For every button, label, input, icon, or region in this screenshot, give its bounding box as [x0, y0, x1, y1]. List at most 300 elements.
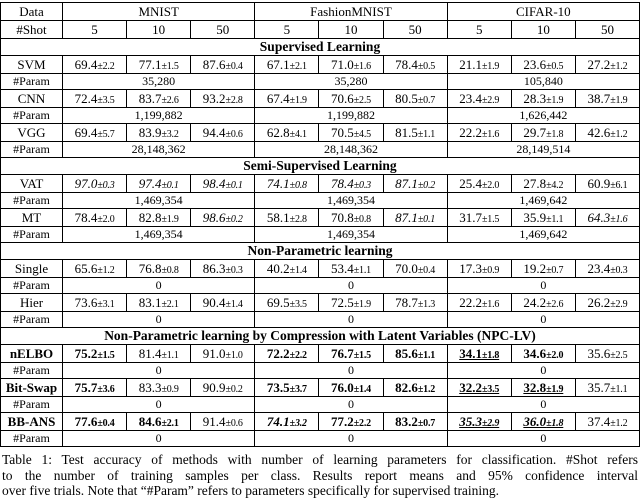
accuracy-confidence-interval: ±1.1 — [546, 213, 564, 225]
accuracy-mean: 69.5 — [266, 294, 290, 310]
param-value-cell: 1,626,442 — [447, 108, 639, 124]
accuracy-value — [75, 57, 115, 72]
method-name-cell: MT — [1, 209, 63, 227]
accuracy-value — [587, 91, 627, 106]
param-value-cell: 1,199,882 — [63, 108, 255, 124]
accuracy-confidence-interval: ±1.2 — [610, 60, 628, 72]
accuracy-confidence-interval: ±1.2 — [417, 383, 436, 395]
accuracy-mean: 77.6 — [74, 413, 98, 429]
accuracy-confidence-interval: ±0.8 — [289, 179, 307, 191]
accuracy-value — [331, 295, 371, 310]
accuracy-confidence-interval: ±1.8 — [481, 349, 500, 361]
accuracy-value — [139, 414, 179, 429]
accuracy-value — [75, 380, 115, 395]
accuracy-confidence-interval: ±0.1 — [161, 179, 179, 191]
accuracy-cell — [63, 124, 127, 142]
accuracy-cell — [447, 90, 511, 108]
param-value-cell: 35,280 — [255, 74, 447, 90]
accuracy-mean: 69.4 — [74, 56, 98, 72]
accuracy-cell — [63, 345, 127, 363]
param-value-cell: 0 — [447, 431, 639, 447]
accuracy-mean: 90.4 — [202, 294, 226, 310]
accuracy-confidence-interval: ±0.6 — [225, 128, 243, 140]
accuracy-value — [523, 176, 563, 191]
shot-value-cell: 5 — [255, 21, 319, 39]
accuracy-confidence-interval: ±2.9 — [610, 298, 628, 310]
accuracy-cell — [383, 379, 447, 397]
accuracy-value — [459, 380, 499, 395]
shot-value-cell: 5 — [63, 21, 127, 39]
accuracy-confidence-interval: ±1.9 — [546, 383, 564, 395]
method-row — [1, 260, 640, 278]
section-header-row — [1, 158, 640, 175]
accuracy-value — [75, 91, 115, 106]
accuracy-mean: 83.2 — [395, 413, 418, 429]
accuracy-confidence-interval: ±0.1 — [417, 213, 436, 225]
param-value-cell: 0 — [447, 312, 639, 328]
accuracy-value — [459, 414, 499, 429]
accuracy-confidence-interval: ±1.9 — [353, 298, 371, 310]
accuracy-confidence-interval: ±1.6 — [481, 128, 500, 140]
accuracy-value — [331, 91, 371, 106]
accuracy-value — [523, 380, 563, 395]
accuracy-cell — [447, 294, 511, 312]
accuracy-mean: 78.4 — [331, 175, 354, 191]
param-value-cell: 0 — [63, 431, 255, 447]
accuracy-cell — [191, 90, 255, 108]
param-label-cell: #Param — [1, 193, 63, 209]
method-row — [1, 345, 640, 363]
shot-value-cell: 10 — [319, 21, 383, 39]
accuracy-mean: 70.0 — [395, 260, 418, 276]
accuracy-confidence-interval: ±1.8 — [546, 417, 564, 429]
param-row — [1, 363, 640, 379]
accuracy-cell — [575, 379, 639, 397]
accuracy-value — [75, 295, 115, 310]
accuracy-confidence-interval: ±2.0 — [546, 349, 564, 361]
accuracy-cell — [127, 56, 191, 74]
accuracy-confidence-interval: ±3.7 — [289, 383, 307, 395]
accuracy-mean: 23.4 — [459, 90, 482, 106]
accuracy-confidence-interval: ±0.4 — [97, 417, 115, 429]
accuracy-mean: 22.2 — [459, 124, 482, 140]
accuracy-confidence-interval: ±1.5 — [161, 60, 179, 72]
section-header-row — [1, 328, 640, 345]
accuracy-value — [395, 295, 435, 310]
accuracy-value — [395, 91, 435, 106]
accuracy-cell — [127, 260, 191, 278]
accuracy-confidence-interval: ±1.4 — [225, 298, 243, 310]
accuracy-cell — [511, 209, 575, 227]
section-header-row — [1, 243, 640, 260]
param-value-cell: 28,149,514 — [447, 142, 639, 158]
accuracy-mean: 71.0 — [331, 56, 354, 72]
accuracy-confidence-interval: ±0.5 — [546, 60, 564, 72]
accuracy-value — [587, 414, 627, 429]
accuracy-mean: 35.3 — [459, 413, 482, 429]
accuracy-value — [331, 210, 371, 225]
accuracy-value — [395, 125, 435, 140]
accuracy-mean: 90.9 — [202, 379, 226, 395]
accuracy-confidence-interval: ±2.1 — [289, 60, 307, 72]
accuracy-value — [203, 295, 243, 310]
method-name-cell: Single — [1, 260, 63, 278]
accuracy-mean: 78.4 — [74, 209, 98, 225]
param-value-cell: 105,840 — [447, 74, 639, 90]
accuracy-confidence-interval: ±2.6 — [161, 94, 179, 106]
accuracy-mean: 77.2 — [331, 413, 354, 429]
accuracy-value — [267, 210, 307, 225]
param-label-cell: #Param — [1, 278, 63, 294]
accuracy-confidence-interval: ±1.9 — [161, 213, 179, 225]
accuracy-cell — [255, 379, 319, 397]
accuracy-mean: 38.7 — [587, 90, 611, 106]
accuracy-value — [523, 210, 563, 225]
accuracy-value — [459, 295, 499, 310]
accuracy-cell — [127, 175, 191, 193]
shot-value-cell: 5 — [447, 21, 511, 39]
accuracy-cell — [447, 56, 511, 74]
section-title: Semi-Supervised Learning — [1, 158, 640, 175]
accuracy-value — [395, 176, 435, 191]
accuracy-confidence-interval: ±2.6 — [546, 298, 564, 310]
accuracy-value — [139, 176, 179, 191]
accuracy-mean: 77.1 — [138, 56, 162, 72]
accuracy-confidence-interval: ±2.2 — [289, 349, 307, 361]
method-name-cell: VGG — [1, 124, 63, 142]
param-row — [1, 74, 640, 90]
accuracy-value — [203, 176, 243, 191]
accuracy-mean: 76.7 — [331, 345, 354, 361]
accuracy-mean: 37.4 — [587, 413, 611, 429]
accuracy-cell — [575, 260, 639, 278]
accuracy-mean: 72.2 — [266, 345, 290, 361]
accuracy-cell — [63, 413, 127, 431]
accuracy-cell — [191, 175, 255, 193]
param-row — [1, 397, 640, 413]
accuracy-confidence-interval: ±1.0 — [225, 349, 243, 361]
accuracy-confidence-interval: ±4.5 — [353, 128, 371, 140]
accuracy-value — [459, 91, 499, 106]
accuracy-mean: 93.2 — [202, 90, 226, 106]
accuracy-mean: 70.5 — [331, 124, 354, 140]
accuracy-confidence-interval: ±1.3 — [417, 298, 436, 310]
accuracy-mean: 53.4 — [331, 260, 354, 276]
accuracy-confidence-interval: ±1.1 — [353, 264, 371, 276]
accuracy-mean: 67.4 — [266, 90, 290, 106]
table-header-row — [1, 3, 640, 21]
accuracy-cell — [383, 294, 447, 312]
param-value-cell: 1,469,642 — [447, 227, 639, 243]
accuracy-confidence-interval: ±1.1 — [610, 383, 628, 395]
accuracy-mean: 97.4 — [138, 175, 162, 191]
accuracy-cell — [383, 56, 447, 74]
accuracy-value — [267, 346, 307, 361]
accuracy-cell — [447, 413, 511, 431]
accuracy-value — [459, 57, 499, 72]
accuracy-confidence-interval: ±1.1 — [161, 349, 179, 361]
accuracy-cell — [255, 345, 319, 363]
accuracy-cell — [511, 345, 575, 363]
accuracy-mean: 70.8 — [331, 209, 354, 225]
accuracy-confidence-interval: ±1.8 — [546, 128, 564, 140]
accuracy-cell — [319, 413, 383, 431]
accuracy-value — [139, 295, 179, 310]
accuracy-mean: 83.1 — [138, 294, 162, 310]
accuracy-cell — [127, 413, 191, 431]
method-row — [1, 175, 640, 193]
accuracy-cell — [255, 260, 319, 278]
accuracy-mean: 82.6 — [395, 379, 418, 395]
accuracy-cell — [575, 90, 639, 108]
accuracy-value — [587, 346, 627, 361]
accuracy-cell — [63, 90, 127, 108]
method-name-cell: Hier — [1, 294, 63, 312]
param-value-cell: 35,280 — [63, 74, 255, 90]
accuracy-value — [523, 295, 563, 310]
accuracy-cell — [447, 260, 511, 278]
accuracy-value — [203, 91, 243, 106]
accuracy-cell — [255, 56, 319, 74]
accuracy-cell — [127, 90, 191, 108]
accuracy-cell — [575, 56, 639, 74]
accuracy-value — [139, 210, 179, 225]
param-label-cell: #Param — [1, 142, 63, 158]
accuracy-mean: 83.7 — [138, 90, 162, 106]
method-name-cell: BB-ANS — [1, 413, 63, 431]
accuracy-mean: 78.4 — [395, 56, 418, 72]
method-name-cell: SVM — [1, 56, 63, 74]
accuracy-cell — [63, 294, 127, 312]
shot-value-cell: 10 — [127, 21, 191, 39]
accuracy-mean: 40.2 — [266, 260, 290, 276]
accuracy-cell — [319, 209, 383, 227]
dataset-header-fashionmnist: FashionMNIST — [255, 3, 447, 21]
accuracy-cell — [575, 175, 639, 193]
accuracy-cell — [319, 345, 383, 363]
accuracy-value — [203, 346, 243, 361]
param-value-cell: 0 — [447, 363, 639, 379]
accuracy-cell — [511, 124, 575, 142]
accuracy-value — [395, 414, 435, 429]
section-title: Supervised Learning — [1, 39, 640, 56]
accuracy-mean: 70.6 — [331, 90, 354, 106]
accuracy-value — [459, 176, 499, 191]
accuracy-cell — [319, 90, 383, 108]
accuracy-cell — [191, 379, 255, 397]
accuracy-cell — [383, 90, 447, 108]
accuracy-cell — [319, 260, 383, 278]
method-row — [1, 90, 640, 108]
accuracy-value — [139, 57, 179, 72]
accuracy-mean: 62.8 — [266, 124, 290, 140]
method-row — [1, 294, 640, 312]
accuracy-cell — [447, 124, 511, 142]
accuracy-mean: 27.2 — [587, 56, 611, 72]
method-row — [1, 56, 640, 74]
accuracy-cell — [383, 209, 447, 227]
accuracy-mean: 64.3 — [587, 209, 611, 225]
accuracy-mean: 72.4 — [74, 90, 98, 106]
accuracy-confidence-interval: ±0.1 — [225, 179, 243, 191]
accuracy-mean: 69.4 — [74, 124, 98, 140]
accuracy-mean: 24.2 — [523, 294, 547, 310]
accuracy-cell — [255, 90, 319, 108]
accuracy-mean: 91.0 — [202, 345, 226, 361]
dataset-header-mnist: MNIST — [63, 3, 255, 21]
accuracy-confidence-interval: ±3.1 — [97, 298, 115, 310]
accuracy-cell — [191, 345, 255, 363]
accuracy-cell — [575, 413, 639, 431]
accuracy-value — [523, 57, 563, 72]
accuracy-cell — [447, 209, 511, 227]
accuracy-mean: 83.3 — [138, 379, 162, 395]
accuracy-value — [75, 210, 115, 225]
accuracy-cell — [319, 175, 383, 193]
accuracy-cell — [511, 379, 575, 397]
accuracy-confidence-interval: ±2.2 — [97, 60, 115, 72]
accuracy-cell — [383, 345, 447, 363]
results-table — [0, 2, 640, 447]
accuracy-value — [139, 91, 179, 106]
accuracy-confidence-interval: ±1.4 — [353, 383, 371, 395]
accuracy-value — [587, 261, 627, 276]
accuracy-value — [587, 295, 627, 310]
accuracy-cell — [127, 124, 191, 142]
accuracy-value — [203, 57, 243, 72]
accuracy-cell — [575, 124, 639, 142]
table-caption — [0, 452, 640, 499]
param-value-cell: 0 — [63, 278, 255, 294]
accuracy-mean: 94.4 — [202, 124, 226, 140]
accuracy-mean: 75.7 — [74, 379, 98, 395]
data-header-cell: Data — [1, 3, 63, 21]
method-name-cell: Bit-Swap — [1, 379, 63, 397]
accuracy-mean: 72.5 — [331, 294, 354, 310]
param-label-cell: #Param — [1, 363, 63, 379]
param-row — [1, 312, 640, 328]
accuracy-cell — [191, 56, 255, 74]
param-value-cell: 0 — [255, 397, 447, 413]
param-label-cell: #Param — [1, 227, 63, 243]
accuracy-mean: 34.1 — [459, 345, 482, 361]
shot-value-cell: 50 — [383, 21, 447, 39]
accuracy-confidence-interval: ±1.5 — [97, 349, 115, 361]
accuracy-value — [267, 295, 307, 310]
accuracy-mean: 35.9 — [523, 209, 547, 225]
accuracy-mean: 80.5 — [395, 90, 418, 106]
accuracy-confidence-interval: ±1.6 — [353, 60, 371, 72]
param-value-cell: 0 — [255, 431, 447, 447]
accuracy-mean: 83.9 — [138, 124, 162, 140]
accuracy-mean: 28.3 — [523, 90, 547, 106]
accuracy-confidence-interval: ±1.1 — [417, 128, 436, 140]
accuracy-confidence-interval: ±0.7 — [417, 94, 436, 106]
shot-value-cell: 10 — [511, 21, 575, 39]
accuracy-confidence-interval: ±1.2 — [610, 128, 628, 140]
accuracy-value — [459, 261, 499, 276]
section-header-row — [1, 39, 640, 56]
accuracy-mean: 75.2 — [74, 345, 98, 361]
accuracy-confidence-interval: ±0.4 — [417, 264, 436, 276]
accuracy-cell — [447, 345, 511, 363]
param-row — [1, 193, 640, 209]
accuracy-value — [267, 176, 307, 191]
accuracy-mean: 86.3 — [202, 260, 226, 276]
accuracy-cell — [63, 260, 127, 278]
accuracy-value — [587, 57, 627, 72]
accuracy-confidence-interval: ±2.1 — [161, 417, 179, 429]
accuracy-confidence-interval: ±2.8 — [289, 213, 307, 225]
param-value-cell: 0 — [255, 363, 447, 379]
accuracy-confidence-interval: ±6.1 — [610, 179, 628, 191]
accuracy-value — [523, 346, 563, 361]
accuracy-value — [395, 210, 435, 225]
accuracy-confidence-interval: ±4.2 — [546, 179, 564, 191]
caption-line: Table 1: Test accuracy of methods with number of learning parameters for classification. #Shot refers — [2, 452, 638, 467]
accuracy-mean: 98.4 — [202, 175, 226, 191]
accuracy-confidence-interval: ±2.9 — [481, 94, 500, 106]
accuracy-cell — [383, 124, 447, 142]
accuracy-mean: 31.7 — [459, 209, 482, 225]
accuracy-confidence-interval: ±1.9 — [610, 94, 628, 106]
param-row — [1, 278, 640, 294]
param-value-cell: 0 — [447, 278, 639, 294]
accuracy-mean: 76.8 — [138, 260, 162, 276]
accuracy-mean: 42.6 — [587, 124, 611, 140]
accuracy-mean: 65.6 — [74, 260, 98, 276]
accuracy-value — [523, 414, 563, 429]
accuracy-confidence-interval: ±0.3 — [97, 179, 115, 191]
accuracy-confidence-interval: ±0.3 — [610, 264, 628, 276]
accuracy-confidence-interval: ±0.3 — [353, 179, 371, 191]
accuracy-cell — [447, 379, 511, 397]
param-label-cell: #Param — [1, 312, 63, 328]
accuracy-mean: 29.7 — [523, 124, 547, 140]
accuracy-confidence-interval: ±5.7 — [97, 128, 115, 140]
accuracy-value — [75, 176, 115, 191]
accuracy-confidence-interval: ±4.1 — [289, 128, 307, 140]
shot-label-cell: #Shot — [1, 21, 63, 39]
method-row — [1, 413, 640, 431]
accuracy-confidence-interval: ±0.4 — [225, 60, 243, 72]
accuracy-mean: 73.6 — [74, 294, 98, 310]
accuracy-confidence-interval: ±1.5 — [481, 213, 500, 225]
accuracy-mean: 98.6 — [202, 209, 226, 225]
shot-value-cell: 50 — [191, 21, 255, 39]
accuracy-value — [203, 380, 243, 395]
accuracy-mean: 97.0 — [74, 175, 98, 191]
accuracy-mean: 87.1 — [395, 175, 418, 191]
accuracy-value — [395, 57, 435, 72]
accuracy-value — [267, 414, 307, 429]
accuracy-value — [75, 346, 115, 361]
accuracy-cell — [255, 175, 319, 193]
accuracy-value — [395, 346, 435, 361]
accuracy-cell — [255, 124, 319, 142]
accuracy-confidence-interval: ±0.5 — [417, 60, 436, 72]
accuracy-cell — [63, 56, 127, 74]
accuracy-value — [523, 261, 563, 276]
accuracy-cell — [191, 124, 255, 142]
accuracy-confidence-interval: ±3.5 — [289, 298, 307, 310]
accuracy-mean: 81.5 — [395, 124, 418, 140]
accuracy-cell — [319, 379, 383, 397]
shot-row — [1, 21, 640, 39]
accuracy-value — [523, 91, 563, 106]
param-value-cell: 1,469,354 — [63, 193, 255, 209]
accuracy-mean: 35.7 — [587, 379, 611, 395]
